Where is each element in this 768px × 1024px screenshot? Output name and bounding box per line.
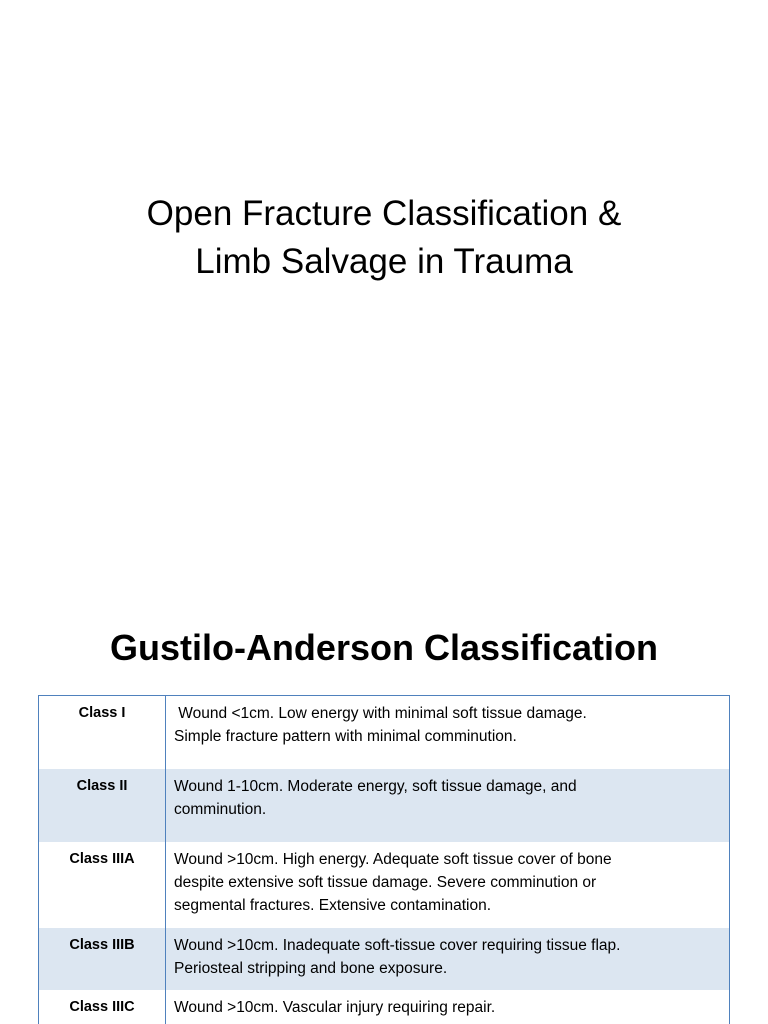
class-cell: Class I (39, 696, 166, 769)
description-line: Simple fracture pattern with minimal comminution. (174, 728, 517, 745)
slide-title-line-2: Limb Salvage in Trauma (195, 242, 573, 281)
description-line: Wound >10cm. High energy. Adequate soft tissue cover of bone (174, 850, 612, 868)
description-cell (166, 769, 730, 842)
table-row (39, 842, 730, 928)
description-cell (166, 990, 730, 1024)
table-row (39, 990, 730, 1024)
table-row (39, 928, 730, 990)
description-line: Periosteal stripping and bone exposure. (174, 959, 448, 977)
class-cell: Class II (39, 769, 166, 842)
description-line: Wound 1-10cm. Moderate energy, soft tissue damage, and (174, 777, 577, 795)
description-cell (166, 842, 730, 928)
description-cell (166, 928, 730, 990)
description-cell (166, 696, 730, 769)
table-row (39, 769, 730, 842)
description-line: despite extensive soft tissue damage. Severe comminution or (174, 873, 597, 891)
description-line: Wound <1cm. Low energy with minimal soft tissue damage. (174, 705, 587, 722)
slide-title-line-1: Open Fracture Classification & (146, 194, 622, 233)
description-line: segmental fractures. Extensive contamination. (174, 896, 492, 914)
class-cell: Class IIIB (39, 928, 166, 990)
description-line: Wound >10cm. Vascular injury requiring repair. (174, 998, 496, 1016)
classification-slide (0, 576, 768, 1024)
description-line: comminution. (174, 800, 267, 818)
description-line: Wound >10cm. Inadequate soft-tissue cover requiring tissue flap. (174, 936, 621, 954)
classification-heading: Gustilo-Anderson Classification (109, 627, 659, 668)
class-cell: Class IIIC (39, 990, 166, 1024)
class-cell: Class IIIA (39, 842, 166, 928)
classification-table (38, 695, 730, 1024)
table-row (39, 696, 730, 769)
slide-title (40, 190, 728, 286)
